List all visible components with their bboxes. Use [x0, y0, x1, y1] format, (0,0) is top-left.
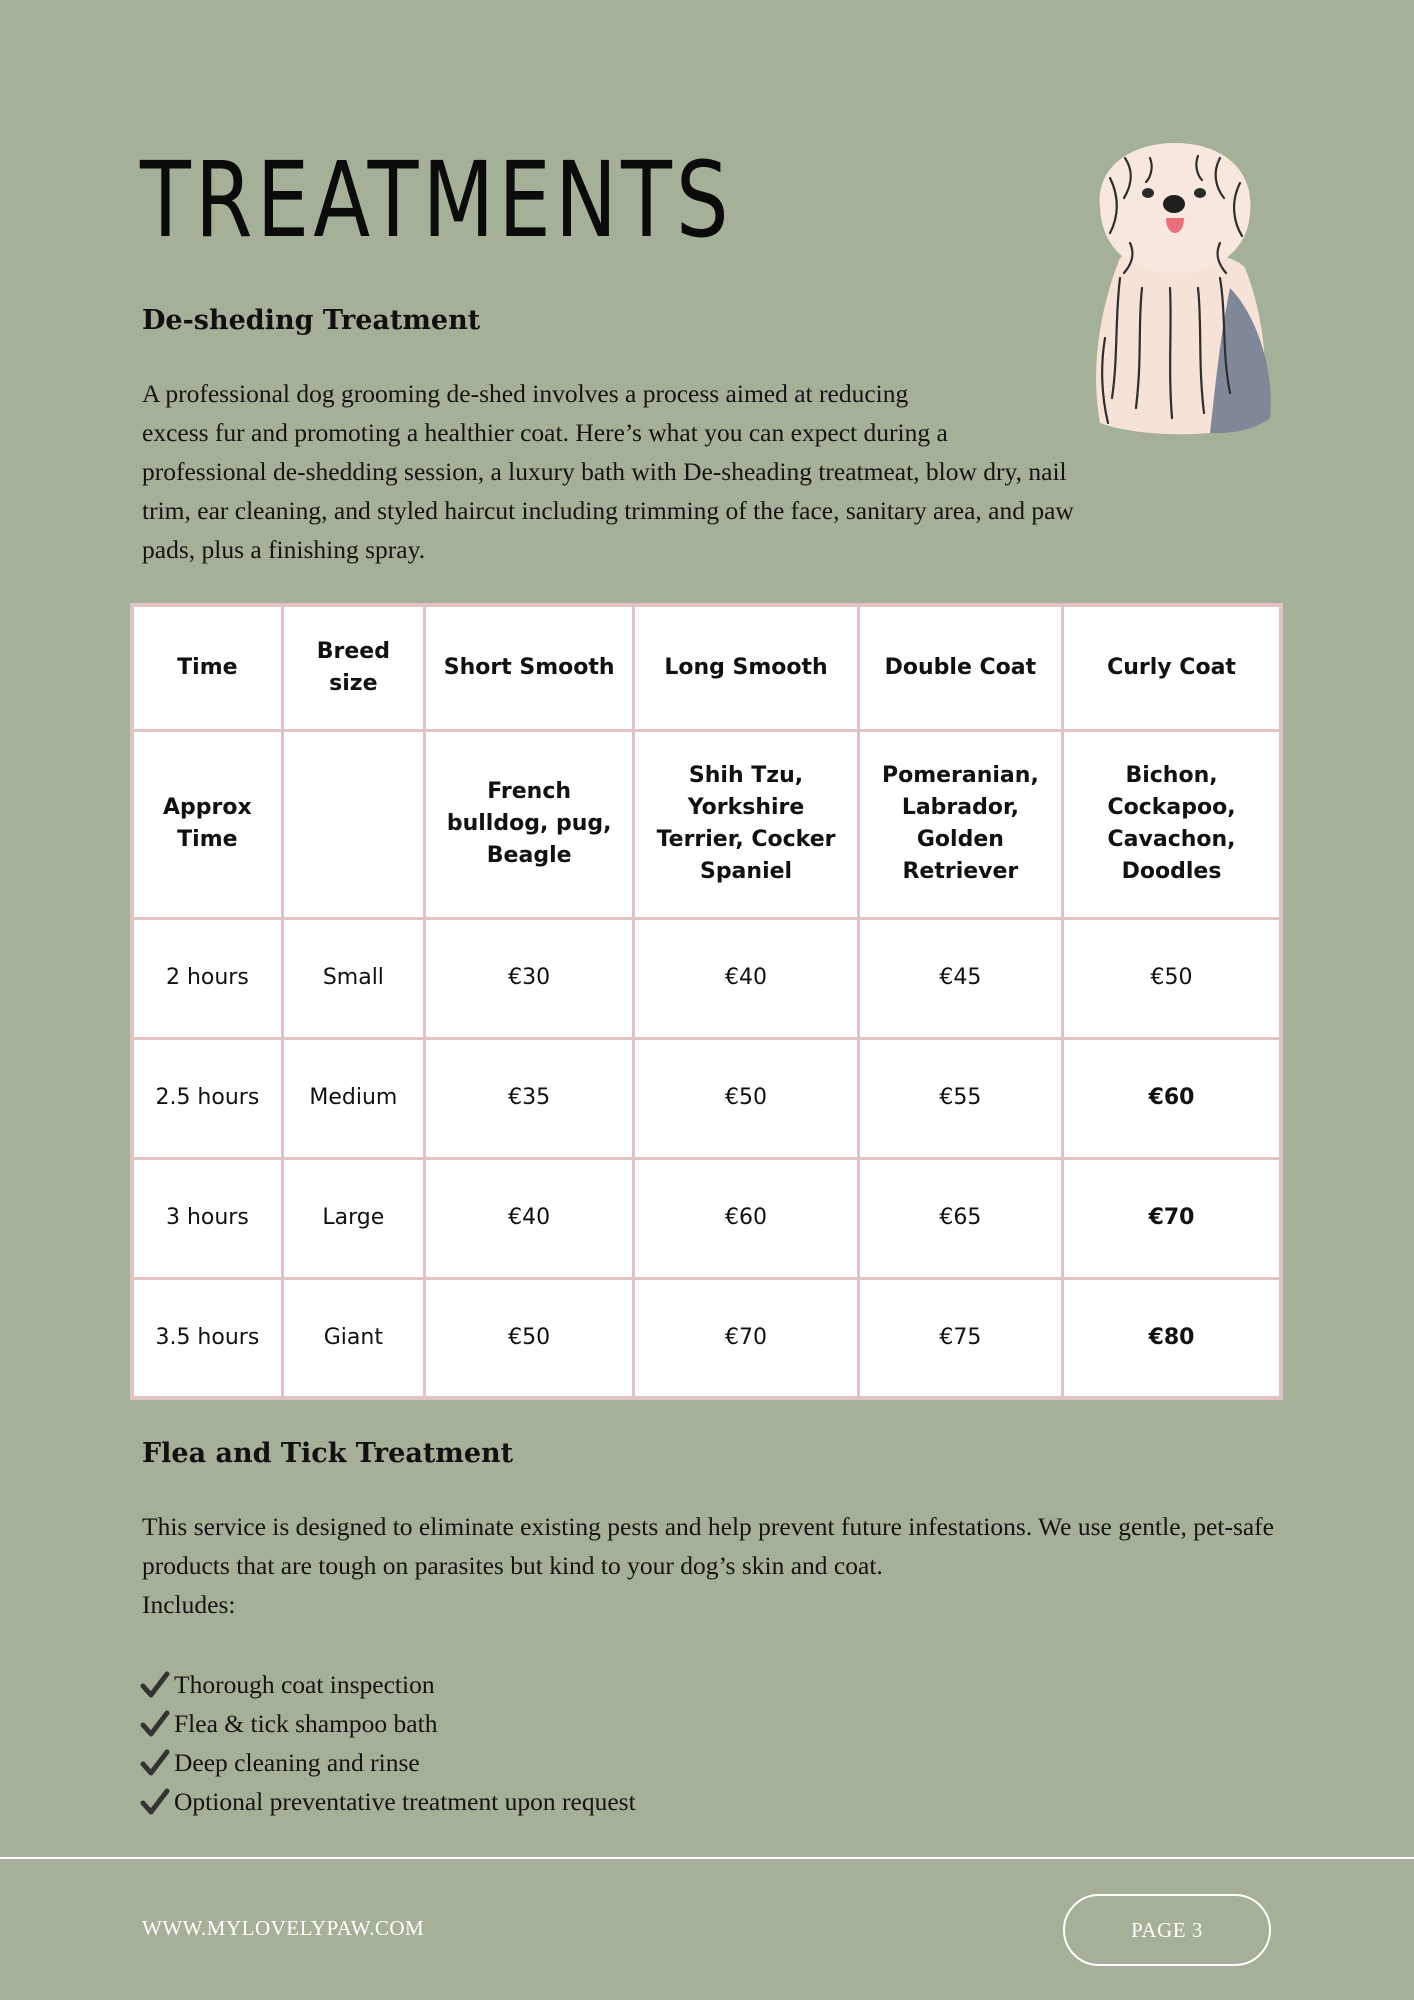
deshed-heading: De-sheding Treatment [142, 305, 481, 336]
breed-cell: French bulldog, pug, Beagle [424, 730, 633, 918]
page-number-badge: PAGE 3 [1063, 1894, 1271, 1966]
table-header-row [132, 605, 1281, 730]
list-item-label: Optional preventative treatment upon request [174, 1787, 636, 1816]
list-item [140, 1704, 636, 1743]
flea-description [142, 1507, 1274, 1624]
includes-list [140, 1665, 636, 1821]
page-title: TREATMENTS [140, 139, 733, 261]
price-cell: €55 [858, 1038, 1062, 1158]
price-cell: €50 [1063, 918, 1281, 1038]
table-row [132, 1278, 1281, 1398]
breed-cell: Shih Tzu, Yorkshire Terrier, Cocker Spaniel [634, 730, 858, 918]
price-cell: €50 [424, 1278, 633, 1398]
price-cell: €40 [424, 1158, 633, 1278]
footer-divider [0, 1857, 1414, 1859]
time-cell: 3.5 hours [132, 1278, 282, 1398]
header-cell: Curly Coat [1063, 605, 1281, 730]
check-icon [140, 1787, 170, 1817]
size-cell: Giant [282, 1278, 424, 1398]
header-cell: Long Smooth [634, 605, 858, 730]
size-cell: Small [282, 918, 424, 1038]
deshed-line: professional de-shedding session, a luxury bath with De-sheading treatmeat, blow dry, nail [142, 457, 1067, 486]
list-item [140, 1743, 636, 1782]
header-cell: Double Coat [858, 605, 1062, 730]
time-cell: 3 hours [132, 1158, 282, 1278]
price-cell: €80 [1063, 1278, 1281, 1398]
table-row [132, 1038, 1281, 1158]
table-row [132, 918, 1281, 1038]
check-icon [140, 1670, 170, 1700]
price-cell: €45 [858, 918, 1062, 1038]
deshed-description [142, 374, 1192, 569]
header-cell: Short Smooth [424, 605, 633, 730]
price-cell: €35 [424, 1038, 633, 1158]
price-cell: €65 [858, 1158, 1062, 1278]
deshed-line: trim, ear cleaning, and styled haircut including trimming of the face, sanitary area, and paw [142, 496, 1074, 525]
table-row [132, 1158, 1281, 1278]
flea-paragraph-text: This service is designed to eliminate existing pests and help prevent future infestations. We use gentle, pet-safe products that are tough on parasites but kind to your dog’s skin and coat. [142, 1512, 1274, 1580]
table-breed-row [132, 730, 1281, 918]
price-cell: €75 [858, 1278, 1062, 1398]
deshed-line: A professional dog grooming de-shed involves a process aimed at reducing [142, 379, 909, 408]
time-cell: 2.5 hours [132, 1038, 282, 1158]
includes-label: Includes: [142, 1590, 236, 1619]
list-item-label: Flea & tick shampoo bath [174, 1709, 438, 1738]
price-cell: €50 [634, 1038, 858, 1158]
flea-heading: Flea and Tick Treatment [142, 1438, 514, 1469]
header-cell: Breed size [282, 605, 424, 730]
list-item-label: Thorough coat inspection [174, 1670, 435, 1699]
header-cell: Time [132, 605, 282, 730]
time-cell: 2 hours [132, 918, 282, 1038]
breed-cell [282, 730, 424, 918]
website-link[interactable]: WWW.MYLOVELYPAW.COM [142, 1916, 425, 1940]
size-cell: Medium [282, 1038, 424, 1158]
breed-cell: Bichon, Cockapoo, Cavachon, Doodles [1063, 730, 1281, 918]
price-cell: €60 [1063, 1038, 1281, 1158]
price-table [130, 603, 1283, 1400]
price-cell: €70 [634, 1278, 858, 1398]
list-item-label: Deep cleaning and rinse [174, 1748, 420, 1777]
price-cell: €30 [424, 918, 633, 1038]
breed-cell: Approx Time [132, 730, 282, 918]
breed-cell: Pomeranian, Labrador, Golden Retriever [858, 730, 1062, 918]
check-icon [140, 1709, 170, 1739]
deshed-line: pads, plus a finishing spray. [142, 535, 426, 564]
list-item [140, 1665, 636, 1704]
check-icon [140, 1748, 170, 1778]
price-cell: €40 [634, 918, 858, 1038]
price-cell: €70 [1063, 1158, 1281, 1278]
deshed-line: excess fur and promoting a healthier coat. Here’s what you can expect during a [142, 418, 948, 447]
list-item [140, 1782, 636, 1821]
size-cell: Large [282, 1158, 424, 1278]
price-cell: €60 [634, 1158, 858, 1278]
